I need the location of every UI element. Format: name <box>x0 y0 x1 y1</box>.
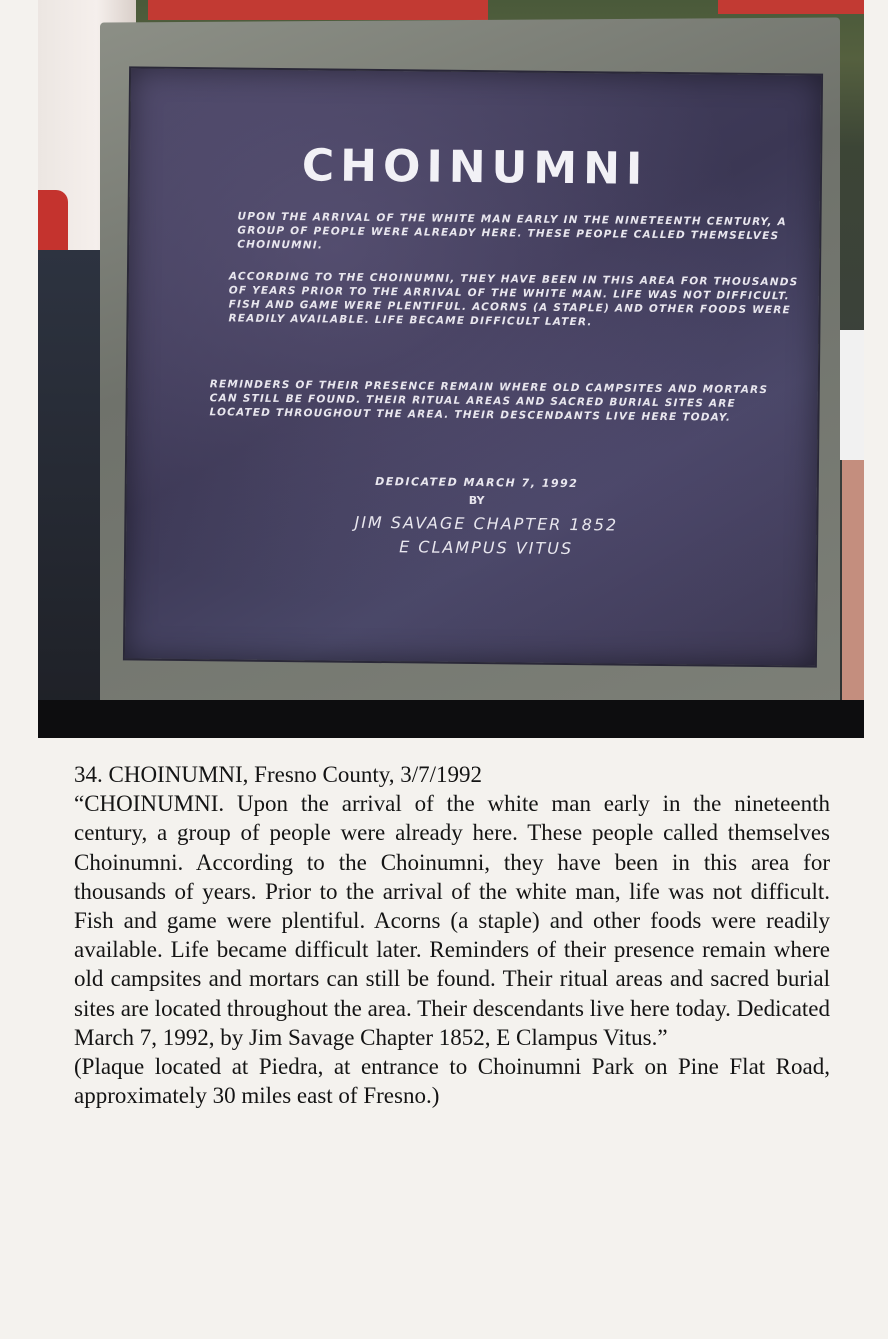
plaque-paragraph-3: REMINDERS OF THEIR PRESENCE REMAIN WHERE OLD CAMPSITES AND MORTARS CAN STILL BE FOUND. THEIR RITUAL AREAS AND SACRED BURIAL SITES ARE LOCATED THROUGHOUT THE AREA. THEIR DESCENDANTS LIVE HERE TODAY. <box>209 378 769 424</box>
dark-clothing <box>38 250 108 738</box>
caption-body: “CHOINUMNI. Upon the arrival of the white man early in the nineteenth century, a group of people were already here. These people called themselves Choinumni. According to the Choinumni, they have been in this area for thousands of years. Prior to the arrival of the white man, life was not difficult. Fish and game were plentiful. Acorns (a staple) and other foods were readily available. Life became difficult later. Reminders of their presence remain where old campsites and mortars can still be found. Their ritual areas and sacred burial sites are located throughout the area. Their descendants live here today. Dedicated March 7, 1992, by Jim Savage Chapter 1852, E Clampus Vitus.” <box>74 791 830 1050</box>
granite-plaque <box>123 66 823 667</box>
background-red-shirt-right <box>718 0 864 14</box>
plaque-dedication: DEDICATED MARCH 7, 1992 <box>375 474 579 491</box>
plaque-title: CHOINUMNI <box>301 140 649 195</box>
background-red-shirt <box>148 0 488 20</box>
caption-location-note: (Plaque located at Piedra, at entrance to Choinumni Park on Pine Flat Road, approximately 30 miles east of Fresno.) <box>74 1054 830 1109</box>
plaque-by: BY <box>468 493 485 508</box>
plaque-paragraph-2: ACCORDING TO THE CHOINUMNI, THEY HAVE BEEN IN THIS AREA FOR THOUSANDS OF YEARS PRIOR TO THE ARRIVAL OF THE WHITE MAN. LIFE WAS NOT DIFFICULT. FISH AND GAME WERE PLENTIFUL. ACORNS (A STAPLE) AND OTHER FOODS WERE READILY AVAILABLE. LIFE BECAME DIFFICULT LATER. <box>228 270 799 329</box>
caption-block <box>74 760 830 1110</box>
plaque-photo <box>38 0 864 738</box>
plaque-paragraph-1: UPON THE ARRIVAL OF THE WHITE MAN EARLY IN THE NINETEENTH CENTURY, A GROUP OF PEOPLE WERE ALREADY HERE. THESE PEOPLE CALLED THEMSELVES CHOINUMNI. <box>237 210 787 252</box>
photo-bottom-shadow <box>38 700 864 738</box>
caption-heading: 34. CHOINUMNI, Fresno County, 3/7/1992 <box>74 762 483 787</box>
plaque-society: E CLAMPUS VITUS <box>399 537 574 559</box>
background-arm-right <box>842 460 864 738</box>
plaque-chapter: JIM SAVAGE CHAPTER 1852 <box>354 512 619 535</box>
